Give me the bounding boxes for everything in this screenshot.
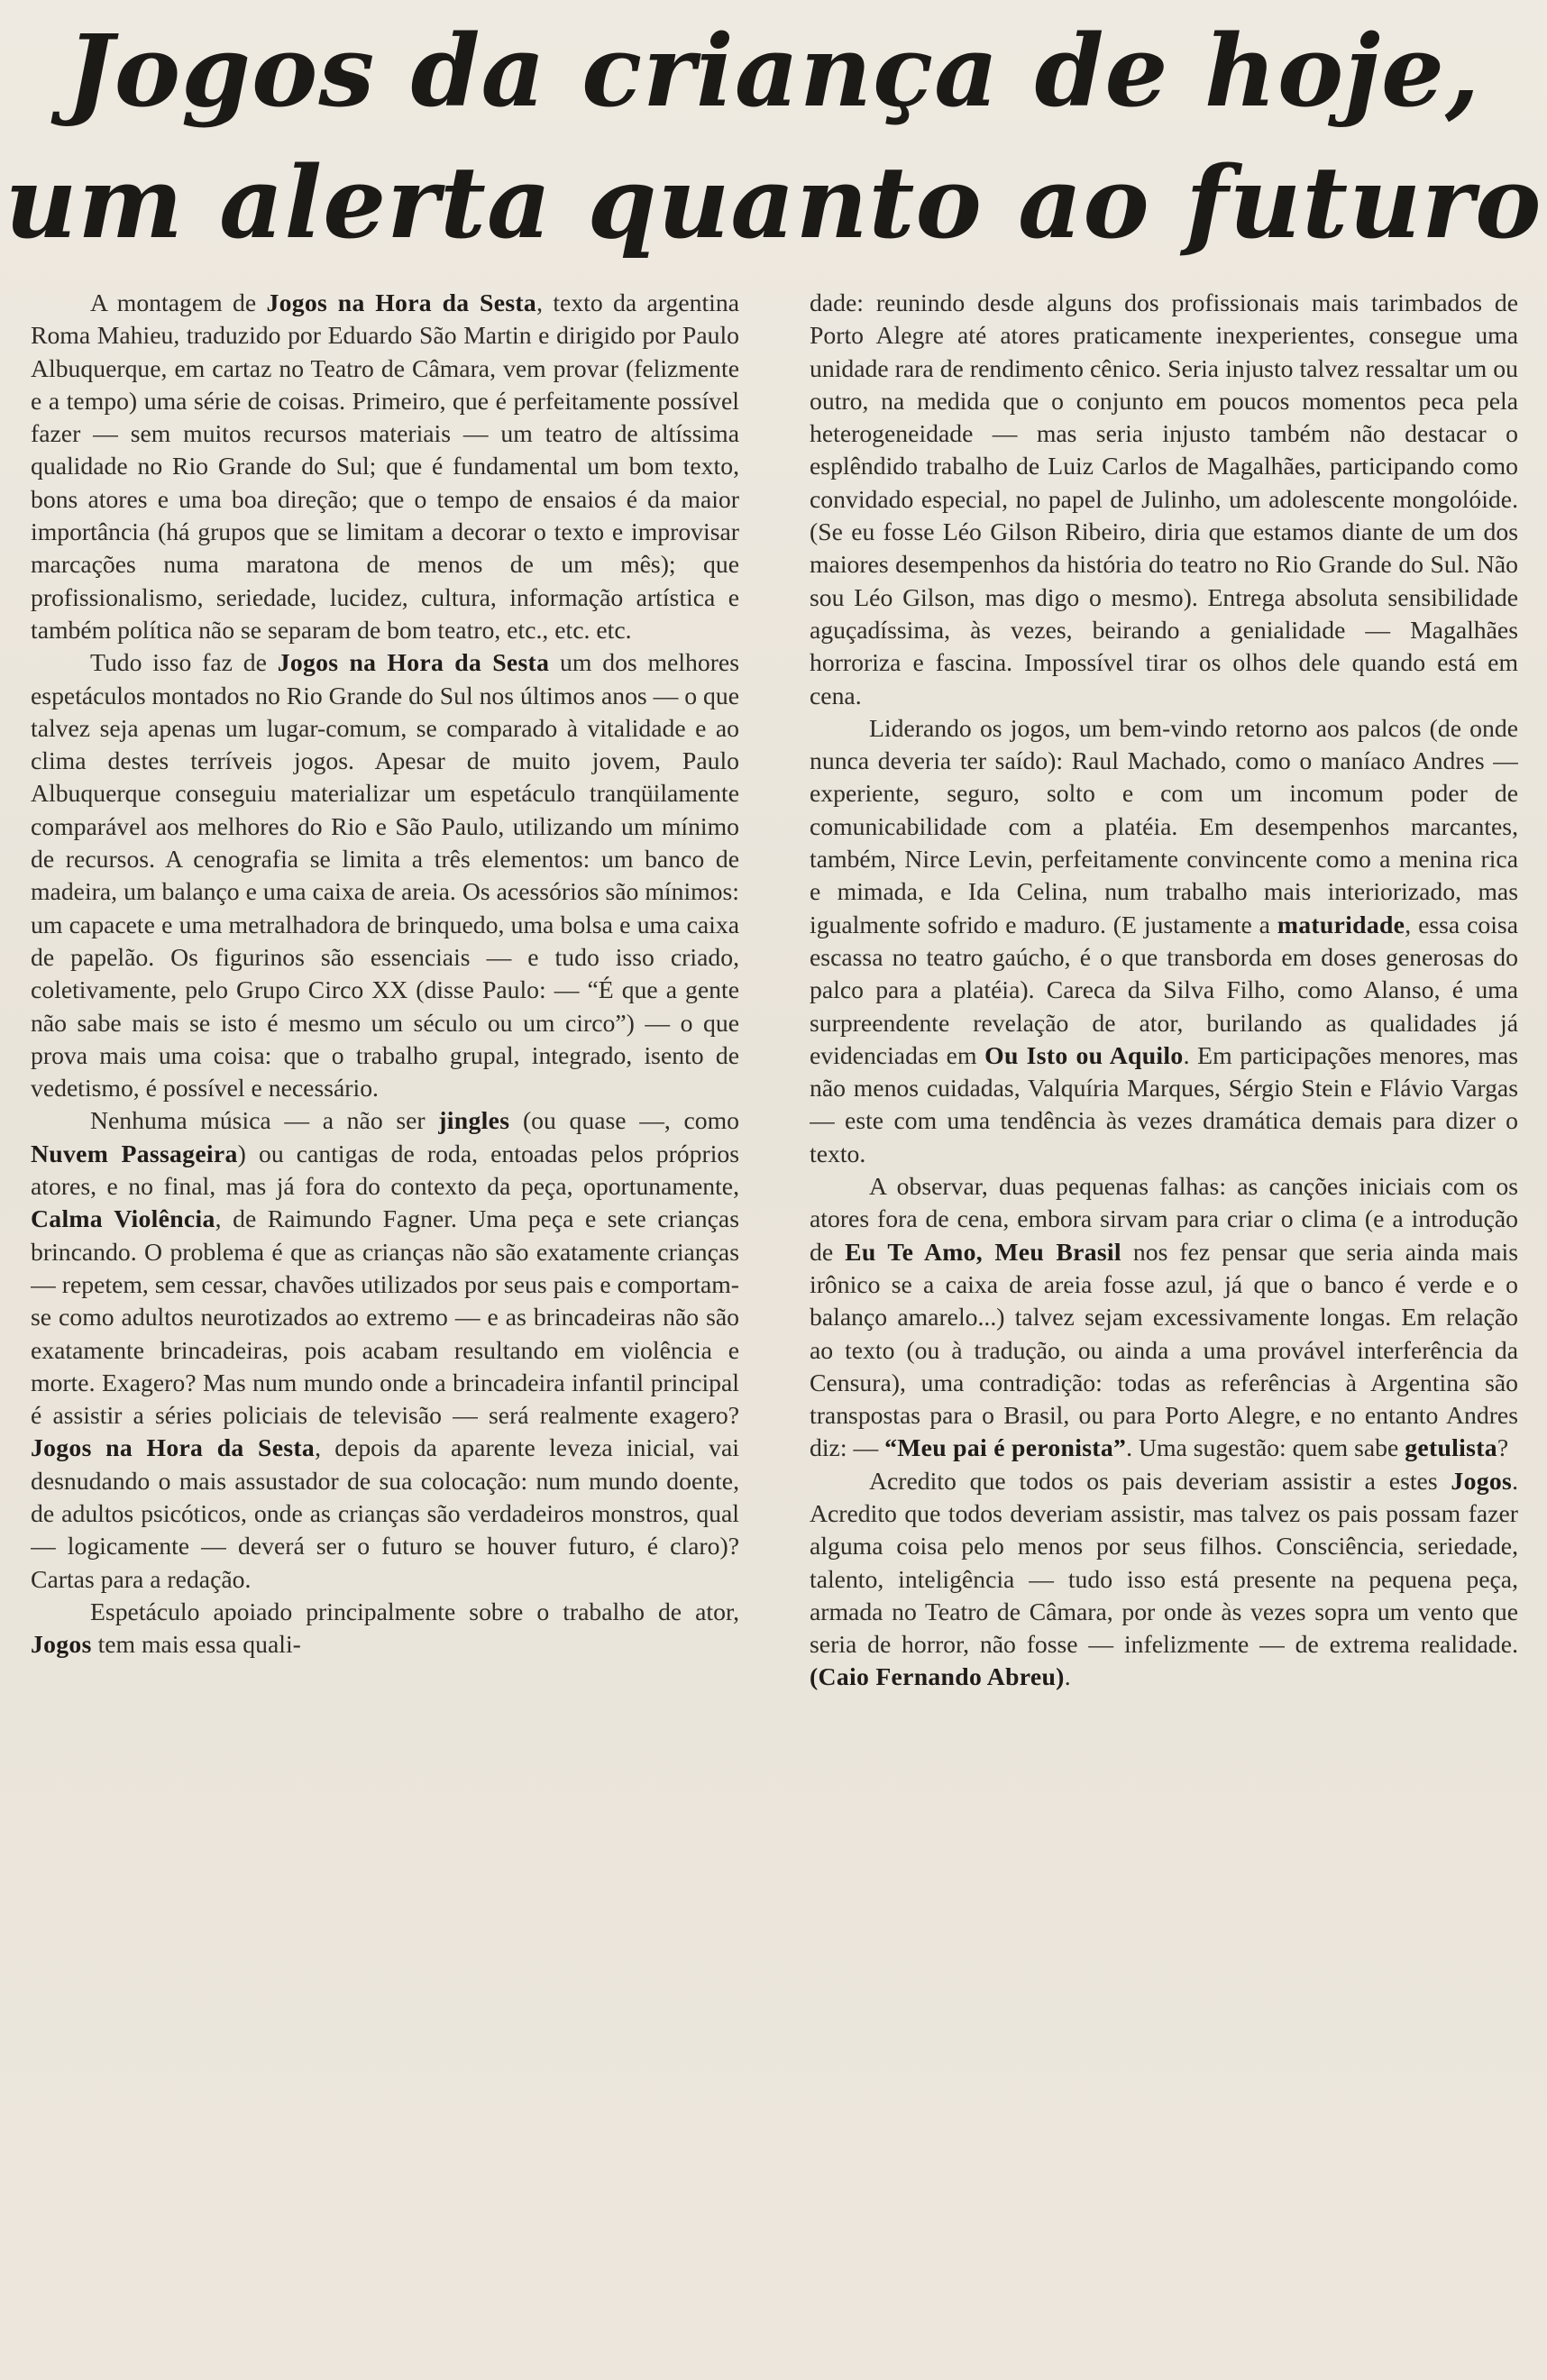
emphasis: jingles: [438, 1106, 510, 1135]
emphasis: getulista: [1405, 1433, 1497, 1462]
song-title: Eu Te Amo, Meu Brasil: [845, 1237, 1121, 1266]
text-run: , depois da aparente leveza inicial, vai desnudando o mais assustador de sua colocação: num mundo doente, de adultos psicóticos, onde as crianças são verdadeiros monstros, qual — logicamente — deverá ser o futuro se houver futuro, é claro)? Cartas para a redação.: [31, 1433, 739, 1593]
paragraph: [810, 1170, 1518, 1465]
text-run: ?: [1497, 1433, 1509, 1462]
text-run: , de Raimundo Fagner. Uma peça e sete crianças brincando. O problema é que as crianças não são exatamente crianças — repetem, sem cessar, chavões utilizados por seus pais e comportam-se como adultos neurotizados ao extremo — e as brincadeiras não são exatamente brincadeiras, pois acabam resultando em violência e morte. Exagero? Mas num mundo onde a brincadeira infantil principal é assistir a séries policiais de televisão — será realmente exagero?: [31, 1204, 739, 1430]
play-title: Jogos na Hora da Sesta: [277, 648, 550, 677]
headline-line-2: um alerta quanto ao futuro: [5, 144, 1542, 261]
paragraph: [31, 646, 739, 1104]
text-run: nos fez pensar que seria ainda mais irônico se a caixa de areia fosse azul, já que o banco é verde e o balanço amarelo...) talvez sejam excessivamente longas. Em relação ao texto (ou à tradução, ou ainda a uma provável interferência da Censura), uma contradição: todas as referências à Argentina são transpostas para o Brasil, ou para Porto Alegre, e no entanto Andres diz: —: [810, 1237, 1518, 1462]
song-title: Calma Violência: [31, 1204, 215, 1233]
paragraph: [810, 287, 1518, 712]
headline-line-1: Jogos da criança de hoje,: [66, 13, 1481, 129]
text-run: ) ou cantigas de roda, entoadas pelos próprios atores, e no final, mas já fora do contexto da peça, oportunamente,: [31, 1139, 739, 1201]
article-column-left: [31, 287, 739, 2360]
text-run: A montagem de: [90, 288, 267, 316]
song-title: Nuvem Passageira: [31, 1139, 238, 1167]
paragraph: [810, 712, 1518, 1170]
text-run: dade: reunindo desde alguns dos profissionais mais tarimbados de Porto Alegre até atores praticamente inexperientes, consegue uma unidade rara de rendimento cênico. Seria injusto talvez ressaltar um ou outro, na medida que o conjunto em poucos momentos peca pela heterogeneidade — mas seria injusto também não destacar o esplêndido trabalho de Luiz Carlos de Magalhães, participando como convidado especial, no papel de Julinho, um adolescente mongolóide. (Se eu fosse Léo Gilson Ribeiro, diria que estamos diante de um dos maiores desempenhos da história do teatro no Rio Grande do Sul. Não sou Léo Gilson, mas digo o mesmo). Entrega absoluta sensibilidade aguçadíssima, às vezes, beirando a genialidade — Magalhães horroriza e fascina. Impossível tirar os olhos dele quando está em cena.: [810, 288, 1518, 709]
text-run: .: [1064, 1662, 1071, 1691]
text-run: Acredito que todos os pais deveriam assistir a estes: [869, 1466, 1451, 1495]
text-run: (ou quase —, como: [509, 1106, 739, 1135]
text-run: tem mais essa quali-: [91, 1630, 301, 1659]
text-run: , texto da argentina Roma Mahieu, traduzido por Eduardo São Martin e dirigido por Paulo Albuquerque, em cartaz no Teatro de Câmara, vem provar (felizmente e a tempo) uma série de coisas. Primeiro, que é perfeitamente possível fazer — sem muitos recursos materiais — um teatro de altíssima qualidade no Rio Grande do Sul; que é fundamental um bom texto, bons atores e uma boa direção; que o tempo de ensaios é da maior importância (há grupos que se limitam a decorar o texto e improvisar marcações numa maratona de menos de um mês); que profissionalismo, seriedade, lucidez, cultura, informação artística e também política não se separam de bom teatro, etc., etc. etc.: [31, 288, 739, 644]
text-run: Nenhuma música — a não ser: [90, 1106, 439, 1135]
text-run: Espetáculo apoiado principalmente sobre o trabalho de ator,: [90, 1597, 739, 1625]
text-run: Tudo isso faz de: [90, 648, 278, 677]
play-title: Jogos: [31, 1630, 92, 1659]
play-title: Ou Isto ou Aquilo: [984, 1040, 1184, 1069]
quote: “Meu pai é peronista”: [884, 1433, 1127, 1462]
text-run: Liderando os jogos, um bem-vindo retorno aos palcos (de onde nunca deveria ter saído): Raul Machado, como o maníaco Andres — experiente, seguro, solto e com um incomum poder de comunicabilidade com a platéia. Em desempenhos marcantes, também, Nirce Levin, perfeitamente convincente como a menina rica e mimada, e Ida Celina, num trabalho mais interiorizado, mas igualmente sofrido e maduro. (E justamente a: [810, 713, 1518, 938]
article-column-right: [810, 287, 1518, 2360]
text-run: . Uma sugestão: quem sabe: [1126, 1433, 1405, 1462]
paragraph: [810, 1465, 1518, 1694]
text-run: . Acredito que todos deveriam assistir, mas talvez os pais possam fazer alguma coisa pelo menos por seus filhos. Consciência, seriedade, talento, inteligência — tudo isso está presente na pequena peça, armada no Teatro de Câmara, por onde às vezes sopra um vento que seria de horror, não fosse — infelizmente — de extrema realidade.: [810, 1466, 1518, 1659]
paragraph: [31, 1104, 739, 1595]
byline: (Caio Fernando Abreu): [810, 1662, 1065, 1691]
paragraph: [31, 287, 739, 646]
paragraph: [31, 1596, 739, 1661]
play-title: Jogos na Hora da Sesta: [31, 1433, 316, 1462]
text-run: um dos melhores espetáculos montados no Rio Grande do Sul nos últimos anos — o que talvez seja apenas um lugar-comum, se comparado à vitalidade e ao clima destes terríveis jogos. Apesar de muito jovem, Paulo Albuquerque conseguiu materializar um espetáculo tranqüilamente comparável aos melhores do Rio e São Paulo, utilizando um mínimo de recursos. A cenografia se limita a três elementos: um banco de madeira, um balanço e uma caixa de areia. Os acessórios são mínimos: um capacete e uma metralhadora de brinquedo, uma bolsa e uma caixa de papelão. Os figurinos são essenciais — e tudo isso criado, coletivamente, pelo Grupo Circo XX (disse Paulo: — “É que a gente não sabe mais se isto é mesmo um século ou um circo”) — o que prova mais uma coisa: que o trabalho grupal, integrado, isento de vedetismo, é possível e necessário.: [31, 648, 739, 1103]
emphasis: maturidade: [1277, 910, 1405, 938]
play-title: Jogos na Hora da Sesta: [266, 288, 537, 316]
text-run: . Em participações menores, mas não menos cuidadas, Valquíria Marques, Sérgio Stein e Flávio Vargas — este com uma tendência às vezes dramática demais para dizer o texto.: [810, 1040, 1518, 1167]
text-run: , essa coisa escassa no teatro gaúcho, é o que transborda em doses generosas do palco para a platéia). Careca da Silva Filho, como Alanso, é uma surpreendente revelação de ator, burilando as qualidades já evidenciadas em: [810, 910, 1518, 1069]
text-run: A observar, duas pequenas falhas: as canções iniciais com os atores fora de cena, embora sirvam para criar o clima (e a introdução de: [810, 1172, 1518, 1266]
play-title: Jogos: [1451, 1466, 1513, 1495]
